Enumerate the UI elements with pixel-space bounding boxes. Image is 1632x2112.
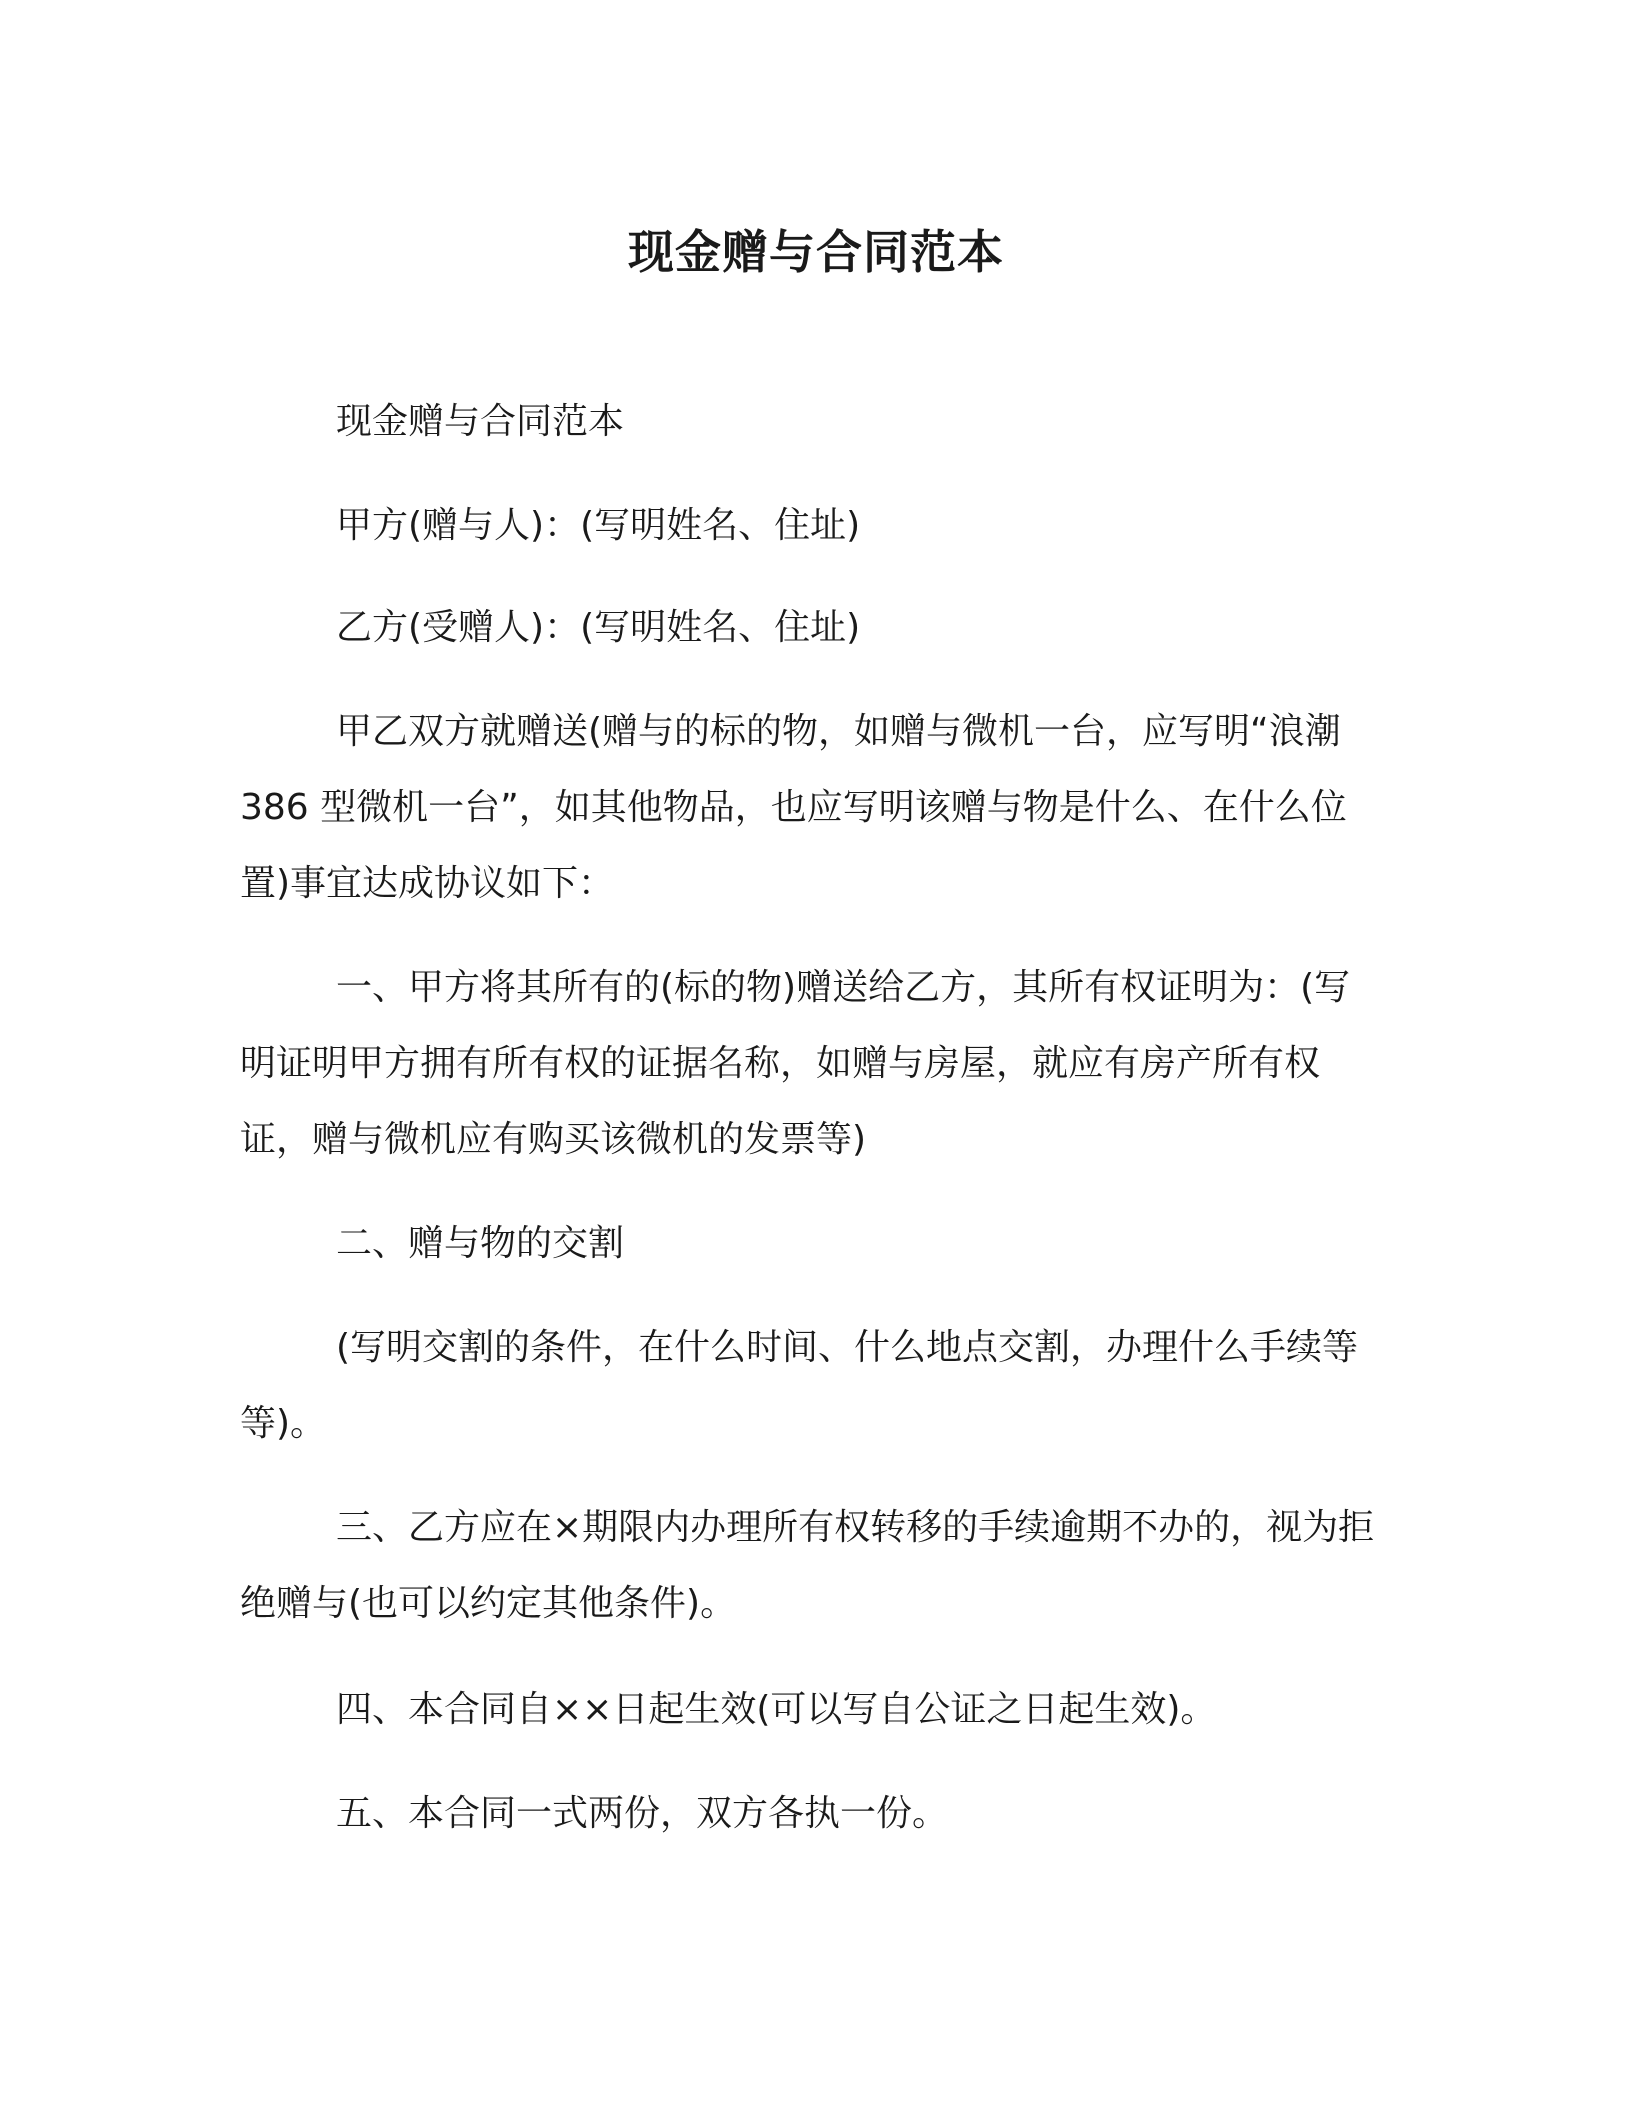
- paragraph-heading: 现金赠与合同范本: [336, 401, 625, 442]
- paragraph-clause-5: 五、本合同一式两份，双方各执一份。: [336, 1793, 949, 1834]
- document-title: 现金赠与合同范本: [628, 225, 1004, 279]
- paragraph-party-a: 甲方(赠与人)：(写明姓名、住址): [336, 505, 861, 546]
- paragraph-clause-1: 一、甲方将其所有的(标的物)赠送给乙方，其所有权证明为：(写明证明甲方拥有所有权的证据名称，如赠与房屋，就应有房产所有权证，赠与微机应有购买该微机的发票等): [240, 967, 1351, 1160]
- paragraph-clause-2-body: (写明交割的条件，在什么时间、什么地点交割，办理什么手续等等)。: [240, 1327, 1359, 1444]
- paragraph-clause-3: 三、乙方应在×期限内办理所有权转移的手续逾期不办的，视为拒绝赠与(也可以约定其他条件)。: [240, 1507, 1375, 1624]
- paragraph-clause-2-heading: 二、赠与物的交割: [336, 1223, 625, 1264]
- paragraph-agreement-intro: 甲乙双方就赠送(赠与的标的物，如赠与微机一台，应写明“浪潮 386 型微机一台”，如其他物品，也应写明该赠与物是什么、在什么位置)事宜达成协议如下：: [240, 711, 1347, 904]
- paragraph-clause-4: 四、本合同自××日起生效(可以写自公证之日起生效)。: [336, 1689, 1217, 1730]
- paragraph-party-b: 乙方(受赠人)：(写明姓名、住址): [336, 607, 861, 648]
